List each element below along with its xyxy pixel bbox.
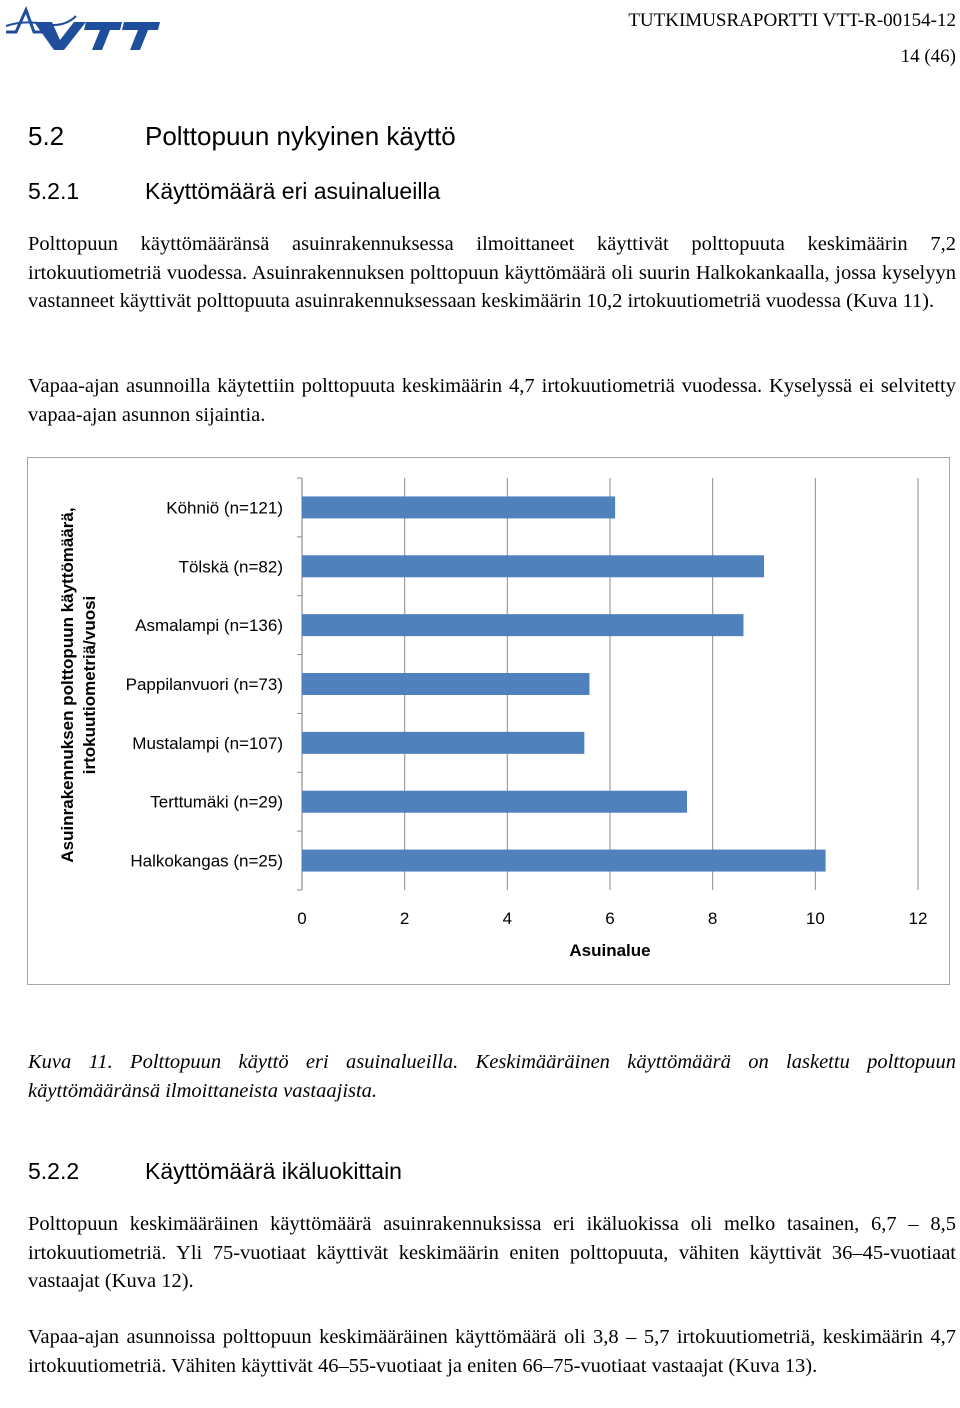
- paragraph-4: Vapaa-ajan asunnoissa polttopuun keskimääräinen käyttömäärä oli 3,8 – 5,7 irtokuutiometriä, keskimäärin 4,7 irtokuutiometriä. Vähiten käyttivät 46–55-vuotiaat ja eniten 66–75-vuotiaat vastaajat (Kuva 13).: [28, 1326, 956, 1377]
- section-title: Polttopuun nykyinen käyttö: [145, 121, 456, 151]
- category-label: Tölskä (n=82): [178, 557, 283, 577]
- x-tick-label: 4: [502, 909, 513, 928]
- x-tick-label: 12: [908, 909, 928, 928]
- page-number: 14 (46): [900, 46, 956, 67]
- report-id: TUTKIMUSRAPORTTI VTT-R-00154-12: [628, 10, 956, 31]
- x-tick-label: 2: [399, 909, 410, 928]
- subsection-title-1: Käyttömäärä eri asuinalueilla: [145, 178, 441, 204]
- subsection-number-1: 5.2.1: [28, 178, 80, 204]
- x-axis-label: Asuinalue: [569, 941, 651, 960]
- bar: [302, 614, 743, 636]
- category-label: Terttumäki (n=29): [150, 792, 283, 812]
- subsection-number-2: 5.2.2: [28, 1158, 80, 1184]
- figure-caption: Kuva 11. Polttopuun käyttö eri asuinalueilla. Keskimääräinen käyttömäärä on laskettu polttopuun käyttömääränsä ilmoittaneista vastaajista.: [28, 1051, 956, 1102]
- bar: [302, 496, 615, 518]
- subsection-heading-2: [28, 1158, 402, 1185]
- x-tick-label: 0: [297, 909, 307, 928]
- paragraph-1: Polttopuun käyttömääränsä asuinrakennuksessa ilmoittaneet käyttivät polttopuuta keskimäärin 7,2 irtokuutiometriä vuodessa. Asuinrakennuksen polttopuun käyttömäärä oli suurin Halkokankaalla, jossa kyselyyn vastanneet käyttivät polttopuuta asuinrakennuksessaan keskimäärin 10,2 irtokuutiometriä vuodessa (Kuva 11).: [28, 233, 956, 312]
- bar: [302, 732, 584, 754]
- bar: [302, 791, 687, 813]
- category-label: Mustalampi (n=107): [132, 733, 283, 753]
- paragraph-3: Polttopuun keskimääräinen käyttömäärä asuinrakennuksissa eri ikäluokissa oli melko tasainen, 6,7 – 8,5 irtokuutiometriä. Yli 75-vuotiaat käyttivät keskimäärin eniten polttopuuta, vähiten käyttivät 36–45-vuotiaat vastaajat (Kuva 12).: [28, 1213, 956, 1292]
- section-number: 5.2: [28, 121, 65, 151]
- x-tick-label: 10: [805, 909, 825, 928]
- bar: [302, 850, 826, 872]
- bar: [302, 673, 589, 695]
- y-axis-label-line: Asuinrakennuksen polttopuun käyttömäärä,: [58, 507, 77, 863]
- category-label: Köhniö (n=121): [166, 498, 283, 518]
- x-tick-label: 8: [707, 909, 718, 928]
- y-axis-label-line: irtokuutiometriä/vuosi: [80, 595, 99, 775]
- paragraph-2: Vapaa-ajan asunnoilla käytettiin polttopuuta keskimäärin 4,7 irtokuutiometriä vuodessa. Kyselyssä ei selvitetty vapaa-ajan asunnon sijaintia.: [28, 375, 956, 426]
- x-tick-label: 6: [605, 909, 615, 928]
- bar: [302, 555, 764, 577]
- subsection-title-2: Käyttömäärä ikäluokittain: [145, 1158, 402, 1184]
- category-label: Asmalampi (n=136): [135, 616, 283, 636]
- category-label: Pappilanvuori (n=73): [125, 675, 283, 694]
- category-label: Halkokangas (n=25): [130, 851, 283, 871]
